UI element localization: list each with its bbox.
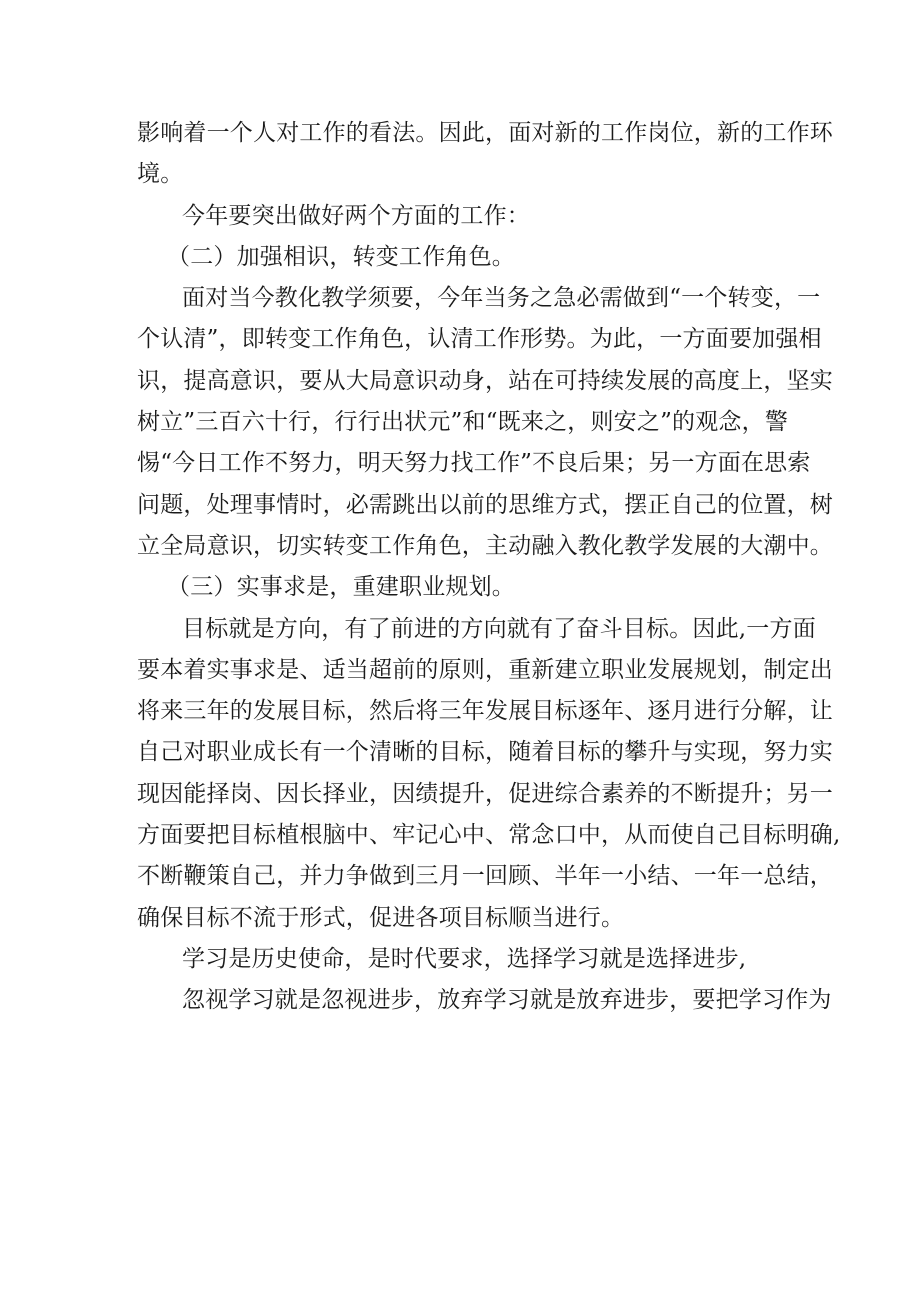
section-heading: （三）实事求是，重建职业规划。 <box>167 574 515 601</box>
text-line: 目标就是方向，有了前进的方向就有了奋斗目标。因此,一方面 <box>182 615 816 642</box>
text-line: 确保目标不流于形式，促进各项目标顺当进行。 <box>137 904 625 931</box>
text-line: 立全局意识，切实转变工作角色，主动融入教化教学发展的大潮中。 <box>137 532 833 559</box>
section-heading: （二）加强相识，转变工作角色。 <box>167 243 515 270</box>
text-line: 识，提高意识，要从大局意识动身，站在可持续发展的高度上，坚实 <box>137 367 833 394</box>
text-line: 今年要突出做好两个方面的工作： <box>182 202 530 229</box>
text-line: 现因能择岗、因长择业，因绩提升，促进综合素养的不断提升；另一 <box>137 780 833 807</box>
text-line: 树立”三百六十行，行行出状元”和“既来之，则安之”的观念，警 <box>137 409 789 436</box>
text-line: 将来三年的发展目标，然后将三年发展目标逐年、逐月进行分解，让 <box>137 698 833 725</box>
text-line: 方面要把目标植根脑中、牢记心中、常念口中，从而使自己目标明确, <box>137 822 841 849</box>
text-line: 影响着一个人对工作的看法。因此，面对新的工作岗位，新的工作环 <box>137 120 833 146</box>
text-line: 自己对职业成长有一个清晰的目标，随着目标的攀升与实现，努力实 <box>137 739 833 766</box>
text-line: 不断鞭策自己，并力争做到三月一回顾、半年一小结、一年一总结， <box>137 863 833 890</box>
text-line: 学习是历史使命，是时代要求，选择学习就是选择进步, <box>182 945 747 972</box>
text-line: 面对当今教化教学须要，今年当务之急必需做到“一个转变，一 <box>182 285 821 312</box>
text-line: 境。 <box>137 161 184 188</box>
text-line: 要本着实事求是、适当超前的原则，重新建立职业发展规划，制定出 <box>137 656 833 683</box>
text-line: 个认清”，即转变工作角色，认清工作形势。为此，一方面要加强相 <box>137 326 822 353</box>
text-line: 问题，处理事情时，必需跳出以前的思维方式，摆正自己的位置，树 <box>137 491 833 518</box>
text-line: 惕“今日工作不努力，明天努力找工作”不良后果；另一方面在思索 <box>137 450 811 477</box>
text-line: 忽视学习就是忽视进步，放弃学习就是放弃进步，要把学习作为 <box>182 987 832 1014</box>
body-text <box>137 113 841 1022</box>
